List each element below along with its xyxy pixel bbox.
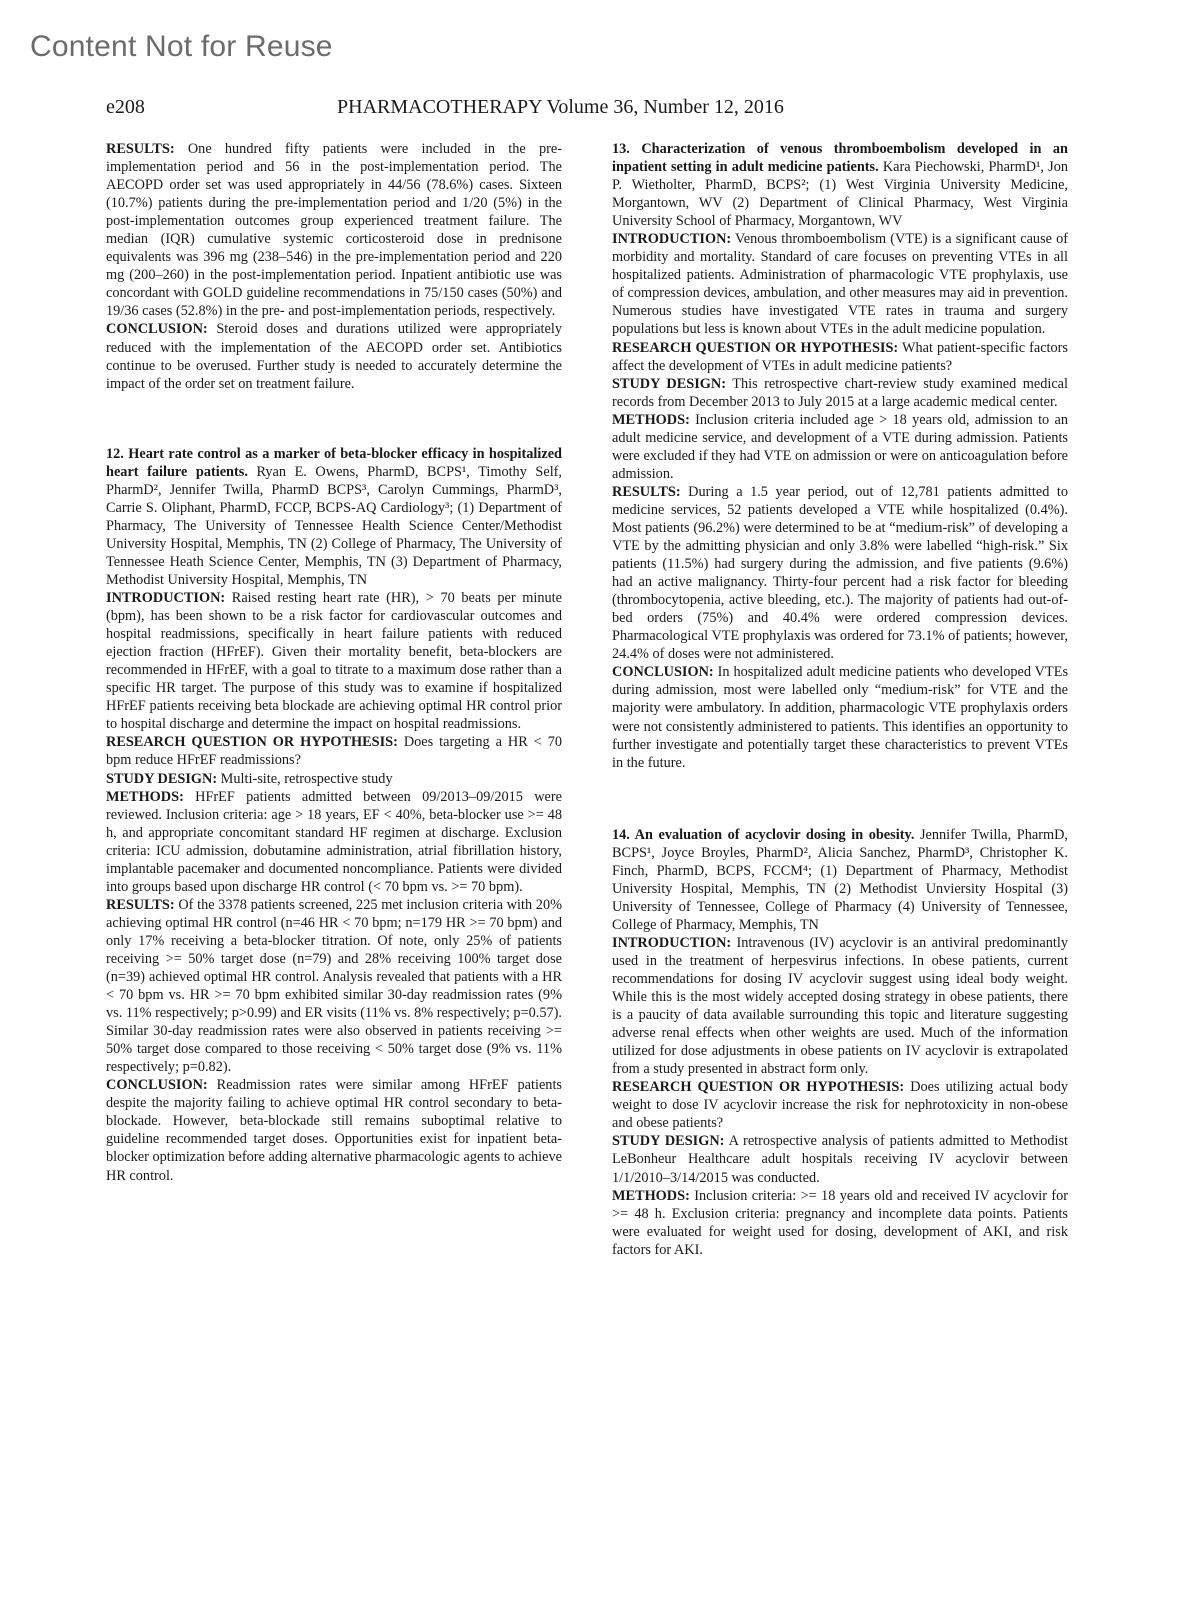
abstract-authors: Ryan E. Owens, PharmD, BCPS¹, Timothy Self, PharmD², Jennifer Twilla, PharmD BCPS³, Carolyn Cummings, PharmD³, Carrie S. Oliphant, PharmD, FCCP, BCPS-AQ Cardiology³; (1) Department of Pharmacy, The University of Tennessee Health Science Center/Methodist University Hospital, Memphis, TN (2) College of Pharmacy, The University of Tennessee Heath Science Center, Memphis, TN (3) Department of Pharmacy, Methodist University Hospital, Memphis, TN (106, 463, 562, 588)
section-text: What patient-specific factors affect the development of VTEs in adult medicine patients? (612, 339, 1068, 374)
section-results (106, 896, 562, 1076)
section-text: This retrospective chart-review study examined medical records from December 2013 to July 2015 at a large academic medical center. (612, 375, 1068, 410)
section-text: Readmission rates were similar among HFrEF patients despite the majority failing to achieve optimal HR control secondary to beta-blockade. However, beta-blockade still remains suboptimal relative to guideline recommended target doses. Opportunities exist for inpatient beta-blocker optimization before adding alternative pharmacologic agents to achieve HR control. (106, 1077, 562, 1184)
section-study-design (106, 770, 562, 788)
abstract-13-heading (612, 140, 1068, 230)
section-label: METHODS: (612, 411, 690, 428)
section-label: RESEARCH QUESTION OR HYPOTHESIS: (612, 339, 899, 356)
section-methods (612, 411, 1068, 483)
journal-citation: PHARMACOTHERAPY Volume 36, Number 12, 2016 (337, 96, 784, 118)
section-label: STUDY DESIGN: (612, 1133, 725, 1150)
section-conclusion (106, 320, 562, 392)
section-results (106, 140, 562, 320)
section-conclusion (612, 663, 1068, 771)
page-number: e208 (106, 96, 145, 118)
section-study-design (612, 375, 1068, 411)
section-text: A retrospective analysis of patients admitted to Methodist LeBonheur Healthcare adult hospitals receiving IV acyclovir between 1/1/2010–3/14/2015 was conducted. (612, 1133, 1069, 1186)
section-label: CONCLUSION: (106, 1077, 208, 1094)
section-research-question (106, 733, 562, 769)
section-label: CONCLUSION: (612, 664, 714, 681)
section-label: INTRODUCTION: (612, 231, 732, 248)
abstract-title: 12. Heart rate control as a marker of beta-blocker efficacy in hospitalized heart failure patients. (106, 445, 562, 480)
abstract-12-heading (106, 445, 562, 589)
section-text: In hospitalized adult medicine patients who developed VTEs during admission, most were labelled only “medium-risk” for VTE and the majority were ambulatory. In addition, pharmacologic VTE prophylaxis orders were not consistently administered to patients. This identifies an opportunity to further investigate and potentially target these characteristics to prevent VTEs in the future. (612, 664, 1069, 771)
section-introduction (612, 934, 1068, 1078)
section-text: Inclusion criteria included age > 18 years old, admission to an adult medicine service, and development of a VTE during admission. Patients were excluded if they had VTE on admission or were on anticoagulation before admission. (612, 411, 1068, 482)
abstract-authors: Kara Piechowski, PharmD¹, Jon P. Wietholter, PharmD, BCPS²; (1) West Virginia University Medicine, Morgantown, WV (2) Department of Clinical Pharmacy, West Virginia University School of Pharmacy, Morgantown, WV (612, 159, 1069, 230)
section-label: RESULTS: (106, 896, 175, 913)
section-text: Steroid doses and durations utilized were appropriately reduced with the implementation of the AECOPD order set. Antibiotics continue to be overused. Further study is needed to accurately determine the impact of the order set on treatment failure. (106, 321, 562, 392)
section-introduction (106, 589, 562, 733)
section-label: RESEARCH QUESTION OR HYPOTHESIS: (612, 1079, 905, 1096)
section-label: METHODS: (612, 1187, 690, 1204)
section-label: CONCLUSION: (106, 321, 208, 338)
section-methods (106, 788, 562, 896)
abstract-title: 14. An evaluation of acyclovir dosing in obesity. (612, 826, 915, 843)
section-results (612, 483, 1068, 663)
left-column (106, 140, 562, 1185)
section-study-design (612, 1132, 1068, 1186)
watermark: Content Not for Reuse (30, 30, 333, 63)
section-text: Does targeting a HR < 70 bpm reduce HFrEF readmissions? (106, 734, 562, 769)
section-introduction (612, 230, 1068, 338)
section-research-question (612, 339, 1068, 375)
section-label: RESULTS: (106, 141, 175, 157)
section-label: INTRODUCTION: (612, 934, 732, 951)
section-text: During a 1.5 year period, out of 12,781 patients admitted to medicine services, 52 patients developed a VTE while hospitalized (0.4%). Most patients (96.2%) were determined to be at “medium-risk” of developing a VTE by the admitting physician and only 3.8% were labelled “high-risk.” Six patients (11.5%) had surgery during the admission, and five patients (9.6%) had an active malignancy. Thirty-four percent had a risk factor for bleeding (thrombocytopenia, active bleeding, etc.). The majority of patients had out-of-bed orders (75%) and 40.4% were ordered compression devices. Pharmacological VTE prophylaxis was ordered for 73.1% of patients; however, 24.4% of doses were not administered. (612, 483, 1069, 663)
section-text: Intravenous (IV) acyclovir is an antiviral predominantly used in the treatment of herpesvirus infections. In obese patients, current recommendations for dosing IV acyclovir suggest using ideal body weight. While this is the most widely accepted dosing strategy in obese patients, there is a paucity of data available surrounding this topic and literature suggesting adverse renal effects when other weights are used. Much of the information utilized for dose adjustments in obese patients on IV acyclovir is extrapolated from a study presented in abstract form only. (612, 934, 1068, 1078)
section-text: Venous thromboembolism (VTE) is a significant cause of morbidity and mortality. Standard of care focuses on preventing VTEs in all hospitalized patients. Administration of pharmacologic VTE prophylaxis, use of compression devices, ambulation, and other measures may aid in prevention. Numerous studies have investigated VTE rates in trauma and surgery populations but less is known about VTEs in the adult medicine population. (612, 231, 1069, 338)
section-text: HFrEF patients admitted between 09/2013–09/2015 were reviewed. Inclusion criteria: age > 18 years, EF < 40%, beta-blocker use >= 48 h, and appropriate concomitant standard HF regimen at discharge. Exclusion criteria: ICU admission, dobutamine administration, atrial fibrillation history, implantable pacemaker and documented noncompliance. Patients were divided into groups based upon discharge HR control (< 70 bpm vs. >= 70 bpm). (106, 788, 562, 895)
section-label: INTRODUCTION: (106, 590, 226, 607)
right-column (612, 140, 1068, 1259)
section-text: Multi-site, retrospective study (220, 770, 393, 787)
section-text: Of the 3378 patients screened, 225 met inclusion criteria with 20% achieving optimal HR control (n=46 HR < 70 bpm; n=179 HR >= 70 bpm) and only 17% receiving a beta-blocker titration. Of note, only 25% of patients receiving >= 50% target dose (n=79) and 28% receiving 100% target dose (n=39) achieved optimal HR control. Analysis revealed that patients with a HR < 70 bpm vs. HR >= 70 bpm exhibited similar 30-day readmission rates (9% vs. 11% respectively; p>0.99) and ER visits (11% vs. 8% respectively; p=0.57). Similar 30-day readmission rates were also observed in patients receiving >= 50% target dose compared to those receiving < 50% target dose (9% vs. 11% respectively; p=0.82). (106, 896, 563, 1076)
section-methods (612, 1187, 1068, 1259)
section-conclusion (106, 1076, 562, 1184)
abstract-authors: Jennifer Twilla, PharmD, BCPS¹, Joyce Broyles, PharmD², Alicia Sanchez, PharmD³, Christopher K. Finch, PharmD, BCPS, FCCM⁴; (1) Department of Pharmacy, Methodist University Hospital, Memphis, TN (2) Methodist Unviersity Hospital (3) University of Tennessee, College of Pharmacy (4) University of Tennessee, College of Pharmacy, Memphis, TN (612, 826, 1068, 933)
section-text: Inclusion criteria: >= 18 years old and received IV acyclovir for >= 48 h. Exclusion criteria: pregnancy and incomplete data points. Patients were evaluated for weight used for dosing, development of AKI, and risk factors for AKI. (612, 1187, 1068, 1258)
section-text: One hundred fifty patients were included in the pre-implementation period and 56 in the post-implementation period. The AECOPD order set was used appropriately in 44/56 (78.6%) cases. Sixteen (10.7%) patients during the pre-implementation period and 1/20 (5%) in the post-implementation outcomes group experienced treatment failure. The median (IQR) cumulative systemic corticosteroid dose in prednisone equivalents was 396 mg (238–546) in the pre-implementation period and 220 mg (200–260) in the post-implementation period. Inpatient antibiotic use was concordant with GOLD guideline recommendations in 75/150 cases (50%) and 19/36 cases (52.8%) in the pre- and post-implementation periods, respectively. (106, 141, 562, 320)
section-label: RESULTS: (612, 483, 681, 500)
abstract-title: 13. Characterization of venous thromboembolism developed in an inpatient setting in adult medicine patients. (612, 141, 1068, 176)
running-header (106, 96, 836, 126)
section-research-question (612, 1078, 1068, 1132)
section-label: STUDY DESIGN: (612, 375, 727, 392)
section-label: RESEARCH QUESTION OR HYPOTHESIS: (106, 734, 398, 751)
section-text: Does utilizing actual body weight to dose IV acyclovir increase the risk for nephrotoxicity in non-obese and obese patients? (612, 1079, 1069, 1132)
section-label: METHODS: (106, 788, 184, 805)
section-text: Raised resting heart rate (HR), > 70 beats per minute (bpm), has been shown to be a risk factor for cardiovascular outcomes and hospital readmissions, specifically in heart failure patients with reduced ejection fraction (HFrEF). Given their mortality benefit, beta-blockers are recommended in HFrEF, with a goal to titrate to a maximum dose rather than a specific HR target. The purpose of this study was to examine if hospitalized HFrEF patients receiving beta blockade are achieving optimal HR control prior to hospital discharge and determine the impact on hospital readmissions. (106, 590, 562, 733)
abstract-14-heading (612, 826, 1068, 934)
section-label: STUDY DESIGN: (106, 770, 218, 787)
